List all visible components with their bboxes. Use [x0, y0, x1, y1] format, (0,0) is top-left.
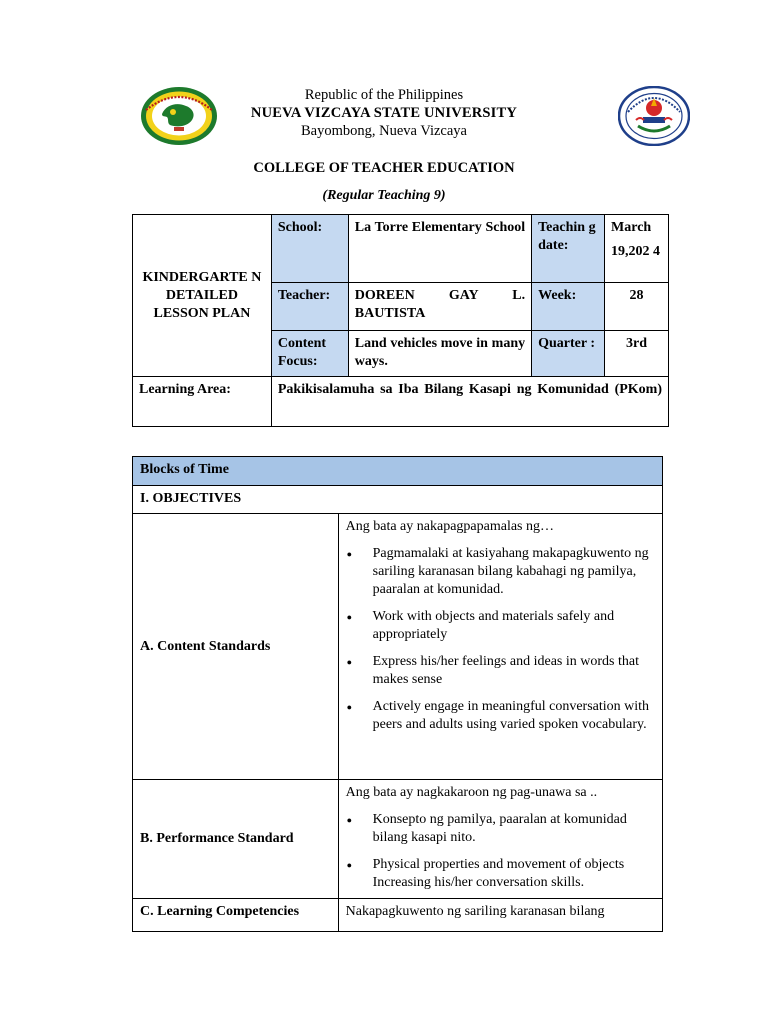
teaching-date-label: Teachin g date:: [532, 215, 605, 283]
republic-line: Republic of the Philippines: [304, 87, 464, 103]
performance-standard-intro: Ang bata ay nagkakaroon ng pag-unawa sa ..: [345, 785, 598, 800]
teaching-date-cell: [605, 215, 669, 283]
university-location: Bayombong, Nueva Vizcaya: [301, 123, 467, 139]
list-item: ● Work with objects and materials safely and appropriately: [346, 608, 655, 644]
content-standards-label: A. Content Standards: [133, 514, 339, 780]
document-subtitle: (Regular Teaching 9): [322, 188, 446, 203]
blocks-of-time-header: Blocks of Time: [133, 457, 663, 486]
lesson-plan-table: [132, 456, 663, 932]
school-value: La Torre Elementary School: [348, 215, 531, 283]
university-name: NUEVA VIZCAYA STATE UNIVERSITY: [250, 105, 518, 121]
content-focus-label: Content Focus:: [271, 331, 348, 377]
performance-standard-cell: [338, 780, 662, 899]
plan-title-cell: [133, 215, 272, 377]
teaching-date-month: March: [611, 220, 652, 235]
performance-standard-list: [346, 811, 655, 892]
learning-area-value: Pakikisalamuha sa Iba Bilang Kasapi ng Komunidad (PKom): [271, 377, 668, 427]
week-label: Week:: [532, 283, 605, 331]
list-item: ● Physical properties and movement of objects Increasing his/her conversation skills.: [346, 856, 655, 892]
college-name: COLLEGE OF TEACHER EDUCATION: [253, 160, 515, 176]
performance-standard-label: B. Performance Standard: [133, 780, 339, 899]
learning-competencies-value: Nakapagkuwento ng sariling karanasan bilang: [338, 899, 662, 932]
content-focus-value: Land vehicles move in many ways.: [348, 331, 531, 377]
list-item: ● Konsepto ng pamilya, paaralan at komunidad bilang kasapi nito.: [346, 811, 655, 847]
list-item: ● Pagmamalaki at kasiyahang makapagkuwento ng sariling karanasan bilang kabahagi ng pamilya, paaralan at komunidad.: [346, 545, 655, 599]
school-label: School:: [271, 215, 348, 283]
lesson-info-table: [132, 214, 669, 427]
list-item: ● Express his/her feelings and ideas in words that makes sense: [346, 653, 655, 689]
content-standards-list: [346, 545, 655, 734]
content-standards-intro: Ang bata ay nakapagpapamalas ng…: [345, 519, 554, 534]
learning-competencies-label: C. Learning Competencies: [133, 899, 339, 932]
teaching-date-day: 19,202 4: [611, 244, 661, 259]
teacher-label: Teacher:: [271, 283, 348, 331]
week-value: 28: [605, 283, 669, 331]
learning-area-label: Learning Area:: [133, 377, 272, 427]
content-standards-cell: [338, 514, 662, 780]
list-item: ● Actively engage in meaningful conversation with peers and adults using varied spoken vocabulary.: [346, 698, 655, 734]
quarter-label: Quarter :: [532, 331, 605, 377]
teacher-value: DOREEN GAY L. BAUTISTA: [348, 283, 531, 331]
objectives-header: I. OBJECTIVES: [133, 486, 663, 514]
quarter-value: 3rd: [605, 331, 669, 377]
plan-title: KINDERGARTE N DETAILED LESSON PLAN: [142, 269, 262, 321]
